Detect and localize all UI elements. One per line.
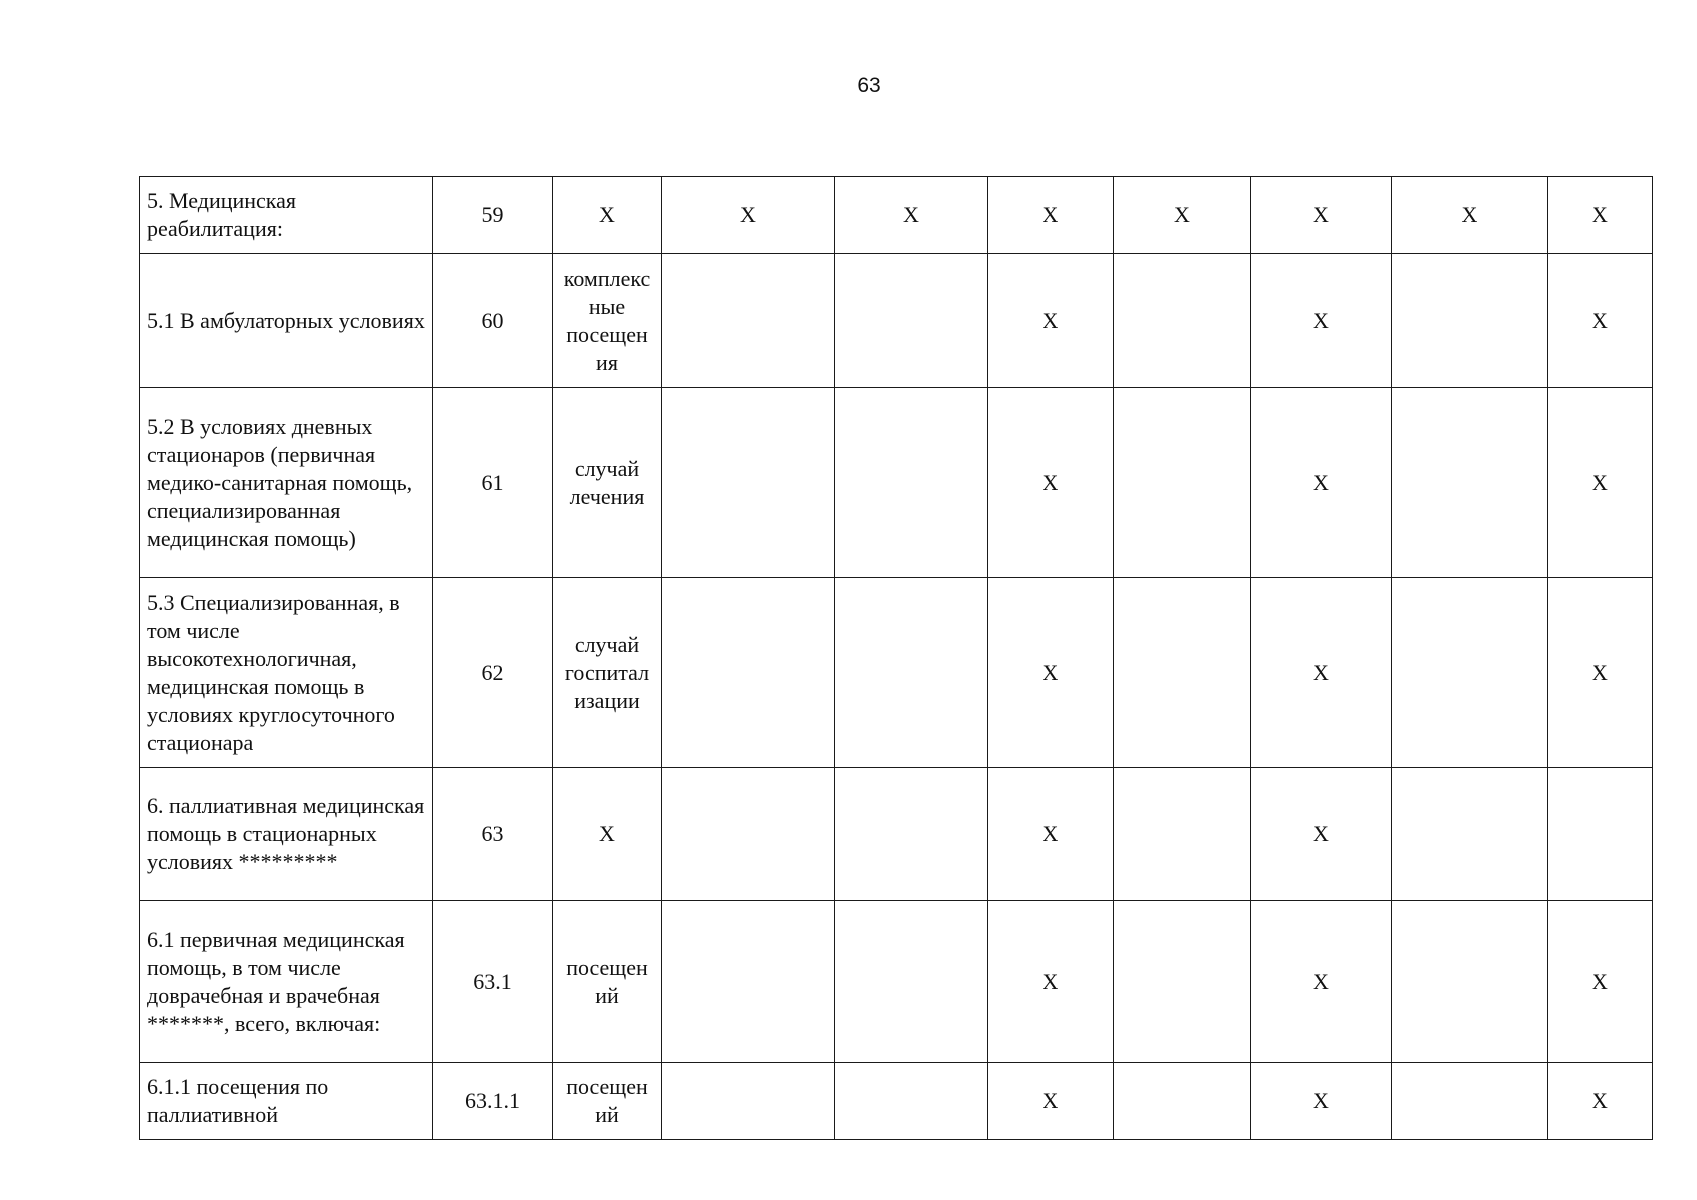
value-cell — [662, 1063, 835, 1140]
row-code-cell: 63 — [433, 768, 553, 901]
unit-cell: Х — [553, 177, 662, 254]
unit-cell: комплекс ные посещен ия — [553, 254, 662, 388]
value-cell — [835, 901, 988, 1063]
value-cell: Х — [1392, 177, 1548, 254]
table-row — [140, 388, 1653, 578]
value-cell: Х — [1548, 901, 1653, 1063]
value-cell: Х — [988, 578, 1114, 768]
value-cell — [1114, 254, 1251, 388]
value-cell: Х — [1548, 1063, 1653, 1140]
value-cell: Х — [1251, 177, 1392, 254]
value-cell: Х — [988, 901, 1114, 1063]
row-name-cell: 6. паллиативная медицинская помощь в стационарных условиях ********* — [140, 768, 433, 901]
value-cell — [1392, 901, 1548, 1063]
value-cell — [1114, 901, 1251, 1063]
value-cell — [1392, 388, 1548, 578]
value-cell: Х — [988, 768, 1114, 901]
table-row — [140, 578, 1653, 768]
value-cell — [1392, 578, 1548, 768]
table-row — [140, 768, 1653, 901]
value-cell — [1548, 768, 1653, 901]
value-cell — [1114, 578, 1251, 768]
table-row — [140, 901, 1653, 1063]
value-cell: Х — [988, 1063, 1114, 1140]
value-cell: Х — [988, 388, 1114, 578]
unit-cell: случай лечения — [553, 388, 662, 578]
value-cell: Х — [1251, 578, 1392, 768]
unit-cell: посещен ий — [553, 1063, 662, 1140]
unit-cell: Х — [553, 768, 662, 901]
value-cell — [1392, 1063, 1548, 1140]
value-cell: Х — [1548, 578, 1653, 768]
value-cell: Х — [988, 177, 1114, 254]
value-cell: Х — [1548, 388, 1653, 578]
value-cell — [1114, 388, 1251, 578]
row-name-cell: 5.2 В условиях дневных стационаров (первичная медико-санитарная помощь, специализированная медицинская помощь) — [140, 388, 433, 578]
value-cell — [662, 388, 835, 578]
value-cell: Х — [988, 254, 1114, 388]
row-code-cell: 63.1 — [433, 901, 553, 1063]
value-cell — [1114, 1063, 1251, 1140]
table-row — [140, 254, 1653, 388]
row-code-cell: 62 — [433, 578, 553, 768]
value-cell — [1392, 768, 1548, 901]
value-cell — [662, 578, 835, 768]
value-cell — [1114, 768, 1251, 901]
value-cell: Х — [1251, 1063, 1392, 1140]
data-table — [139, 176, 1653, 1140]
unit-cell: случай госпитал изации — [553, 578, 662, 768]
row-name-cell: 5.1 В амбулаторных условиях — [140, 254, 433, 388]
table-row — [140, 1063, 1653, 1140]
value-cell: Х — [1251, 901, 1392, 1063]
row-code-cell: 60 — [433, 254, 553, 388]
value-cell: Х — [1251, 388, 1392, 578]
value-cell — [662, 254, 835, 388]
row-code-cell: 59 — [433, 177, 553, 254]
row-name-cell: 5. Медицинская реабилитация: — [140, 177, 433, 254]
row-code-cell: 63.1.1 — [433, 1063, 553, 1140]
value-cell — [835, 1063, 988, 1140]
table-row — [140, 177, 1653, 254]
row-name-cell: 5.3 Специализированная, в том числе высокотехнологичная, медицинская помощь в условиях круглосуточного стационара — [140, 578, 433, 768]
value-cell — [835, 768, 988, 901]
value-cell: Х — [835, 177, 988, 254]
unit-cell: посещен ий — [553, 901, 662, 1063]
value-cell: Х — [662, 177, 835, 254]
value-cell — [835, 388, 988, 578]
value-cell — [835, 578, 988, 768]
value-cell: Х — [1548, 254, 1653, 388]
row-name-cell: 6.1.1 посещения по паллиативной — [140, 1063, 433, 1140]
row-code-cell: 61 — [433, 388, 553, 578]
value-cell: Х — [1251, 254, 1392, 388]
value-cell: Х — [1548, 177, 1653, 254]
page-number: 63 — [857, 74, 881, 97]
value-cell — [835, 254, 988, 388]
value-cell — [662, 768, 835, 901]
value-cell: Х — [1251, 768, 1392, 901]
value-cell: Х — [1114, 177, 1251, 254]
value-cell — [662, 901, 835, 1063]
value-cell — [1392, 254, 1548, 388]
row-name-cell: 6.1 первичная медицинская помощь, в том числе доврачебная и врачебная *******, всего, включая: — [140, 901, 433, 1063]
